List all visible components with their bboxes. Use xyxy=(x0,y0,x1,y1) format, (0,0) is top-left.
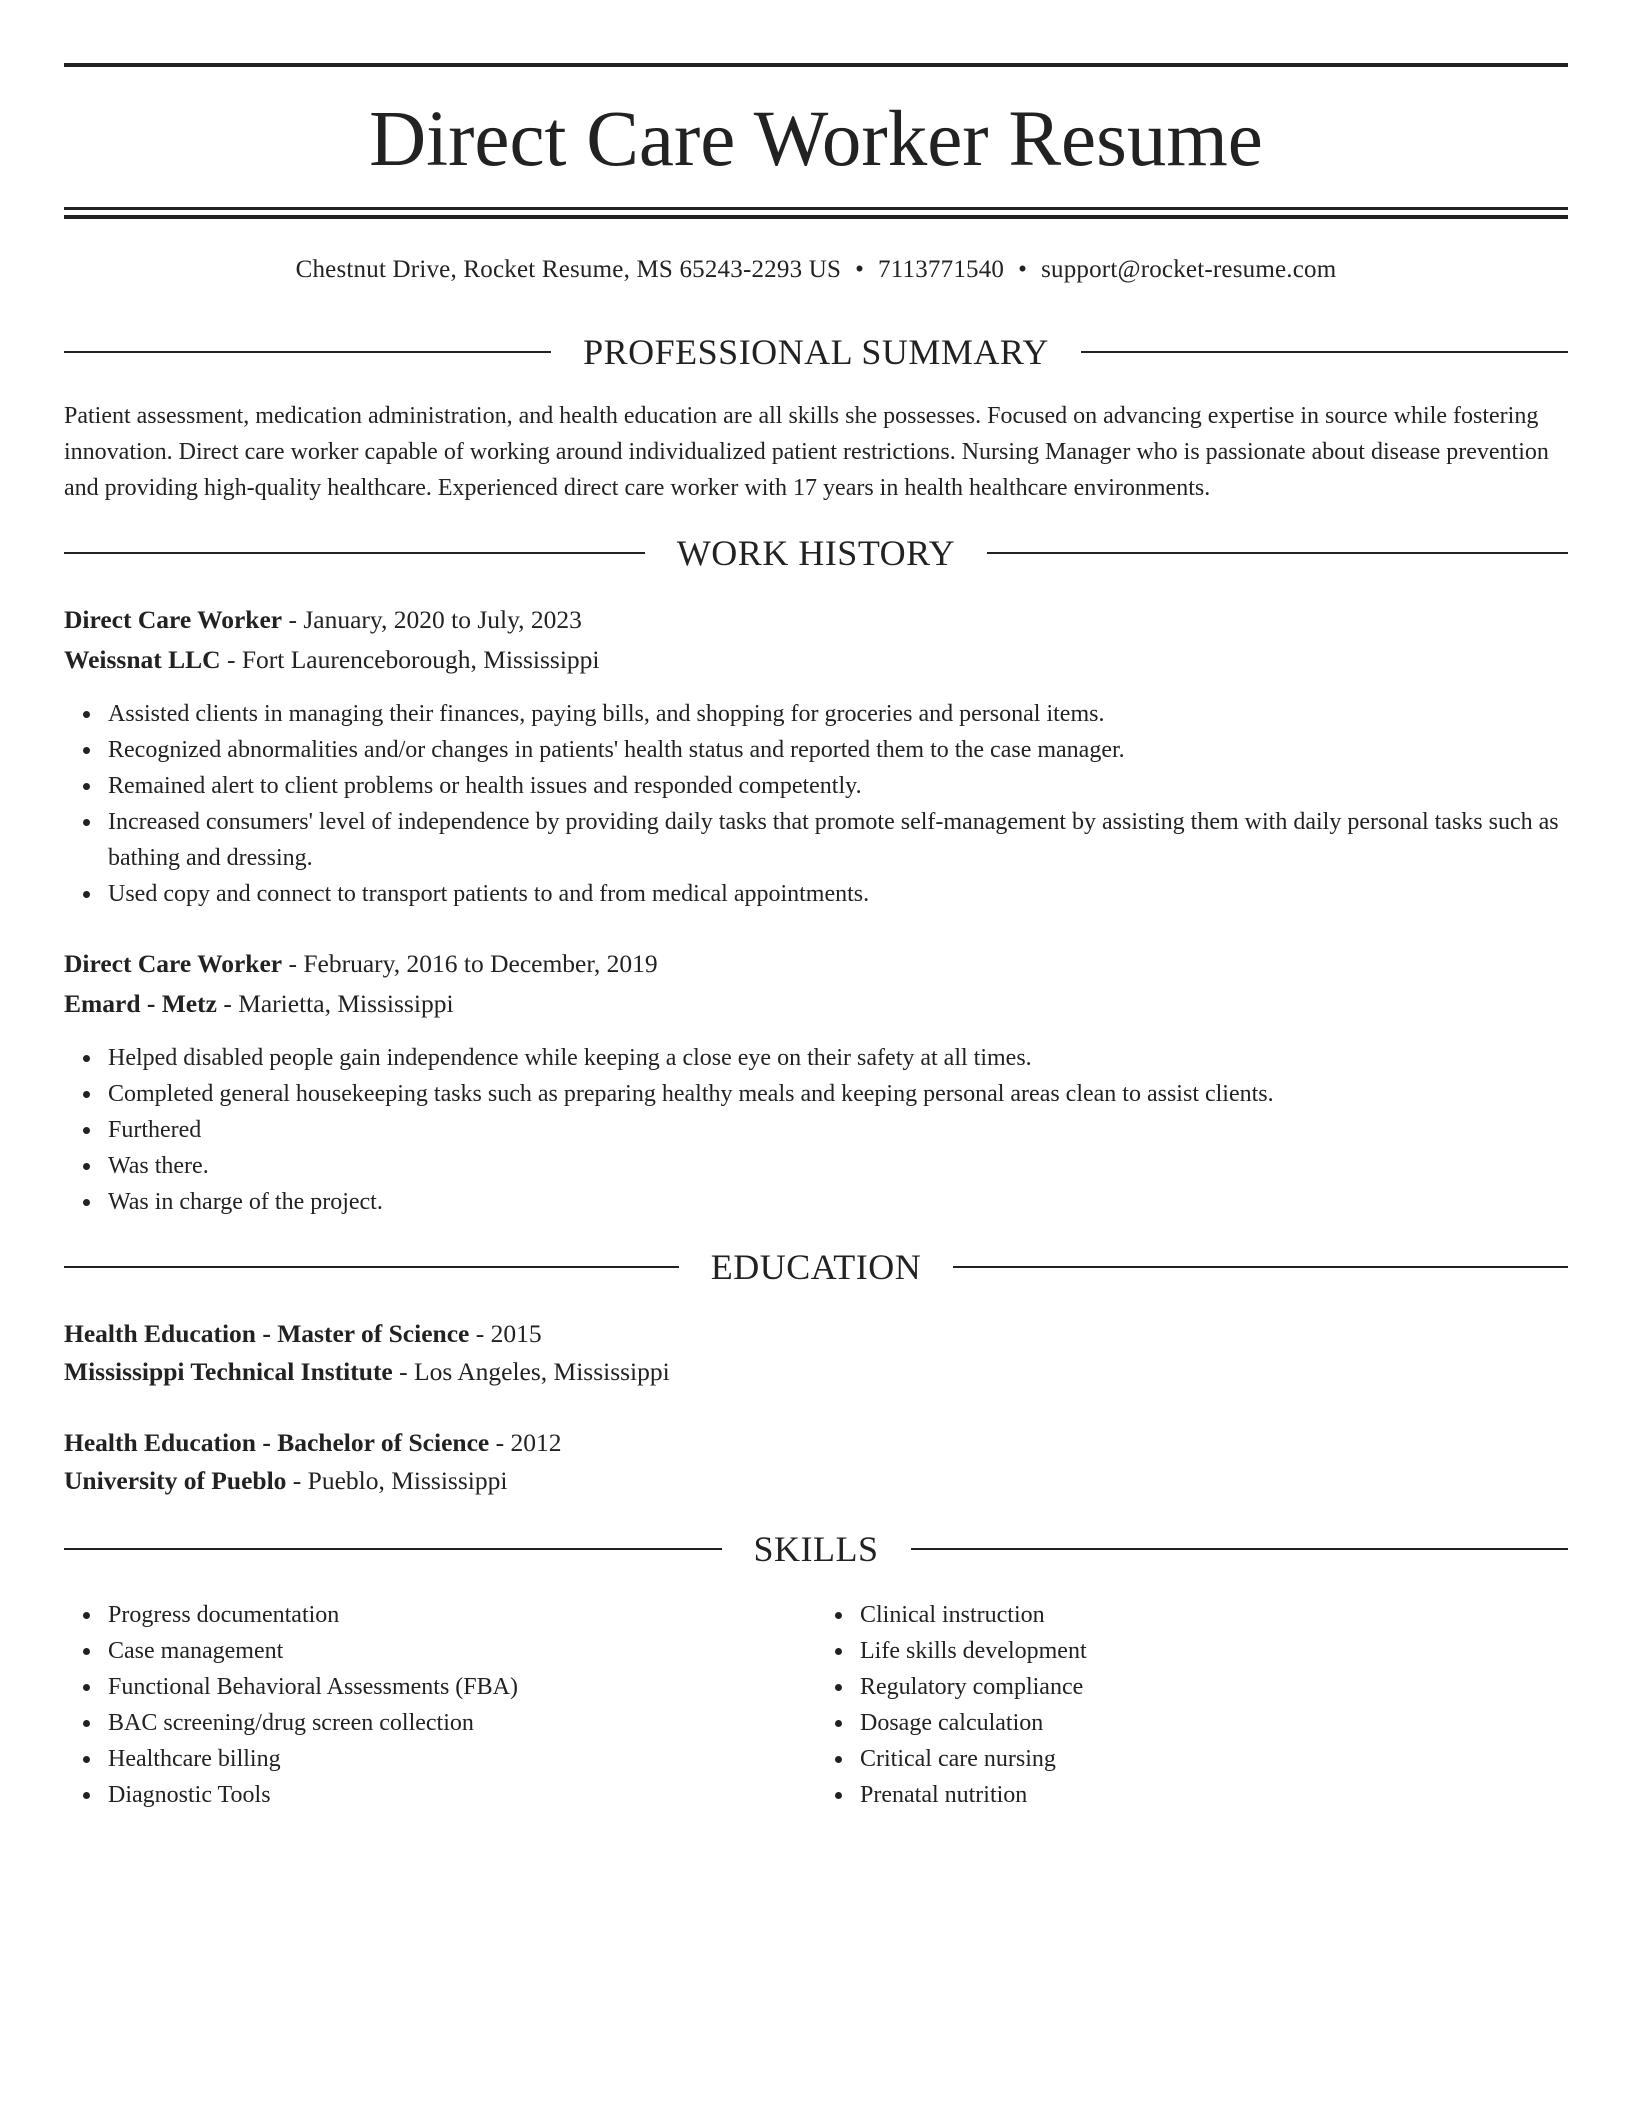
list-item: Remained alert to client problems or health issues and responded competently. xyxy=(108,768,1568,804)
skill-item: Diagnostic Tools xyxy=(108,1777,816,1813)
job-company: Emard - Metz xyxy=(64,989,217,1018)
skill-item: Clinical instruction xyxy=(860,1597,1568,1633)
school-line xyxy=(64,1354,1568,1390)
job-dates: - February, 2016 to December, 2019 xyxy=(282,949,658,978)
school: University of Pueblo xyxy=(64,1466,287,1495)
degree: Health Education - Master of Science xyxy=(64,1319,470,1348)
job-dates: - January, 2020 to July, 2023 xyxy=(282,605,582,634)
heading-rule xyxy=(1081,351,1568,353)
job-title: Direct Care Worker xyxy=(64,949,283,978)
school-location: - Los Angeles, Mississippi xyxy=(392,1357,670,1386)
job-company-line xyxy=(64,642,1568,678)
summary-heading-label: PROFESSIONAL SUMMARY xyxy=(583,332,1049,372)
degree-year: - 2015 xyxy=(469,1319,542,1348)
job-duties-list xyxy=(64,696,1568,912)
skill-item: Prenatal nutrition xyxy=(860,1777,1568,1813)
contact-separator: • xyxy=(855,256,865,283)
skills-list-left xyxy=(64,1597,816,1813)
list-item: Used copy and connect to transport patients to and from medical appointments. xyxy=(108,876,1568,912)
degree: Health Education - Bachelor of Science xyxy=(64,1428,490,1457)
skill-item: Functional Behavioral Assessments (FBA) xyxy=(108,1669,816,1705)
job-company: Weissnat LLC xyxy=(64,645,221,674)
summary-text: Patient assessment, medication administration, and health education are all skills she possesses. Focused on advancing expertise in source while fostering innovation. Direct care worker capable of working around individualized patient restrictions. Nursing Manager who is passionate about disease prevention and providing high-quality healthcare. Experienced direct care worker with 17 years in health healthcare environments. xyxy=(64,403,1549,501)
skill-item: BAC screening/drug screen collection xyxy=(108,1705,816,1741)
job-title-line xyxy=(64,946,1568,982)
skills-columns xyxy=(64,1597,1568,1813)
list-item: Completed general housekeeping tasks such as preparing healthy meals and keeping personal areas clean to assist clients. xyxy=(108,1076,1568,1112)
contact-email: support@rocket-resume.com xyxy=(1041,256,1337,283)
work-history-heading xyxy=(64,531,1568,575)
list-item: Furthered xyxy=(108,1112,1568,1148)
heading-rule xyxy=(64,1266,679,1268)
degree-year: - 2012 xyxy=(489,1428,562,1457)
heading-rule xyxy=(64,552,645,554)
skills-heading-label: SKILLS xyxy=(753,1529,879,1569)
list-item: Recognized abnormalities and/or changes in patients' health status and reported them to the case manager. xyxy=(108,732,1568,768)
list-item: Assisted clients in managing their finances, paying bills, and shopping for groceries and personal items. xyxy=(108,696,1568,732)
job-company-line xyxy=(64,986,1568,1022)
job-title-line xyxy=(64,602,1568,638)
school-line xyxy=(64,1463,1568,1499)
skill-item: Healthcare billing xyxy=(108,1741,816,1777)
summary-heading xyxy=(64,330,1568,374)
list-item: Increased consumers' level of independence by providing daily tasks that promote self-management by assisting them with daily personal tasks such as bathing and dressing. xyxy=(108,804,1568,876)
resume-title: Direct Care Worker Resume xyxy=(369,96,1263,183)
contact-separator: • xyxy=(1018,256,1028,283)
job-location: - Marietta, Mississippi xyxy=(216,989,454,1018)
work-history-heading-label: WORK HISTORY xyxy=(676,533,956,573)
education-heading xyxy=(64,1245,1568,1289)
skill-item: Regulatory compliance xyxy=(860,1669,1568,1705)
job-duties-list xyxy=(64,1040,1568,1220)
skills-list-right xyxy=(816,1597,1568,1813)
heading-rule xyxy=(64,351,551,353)
degree-line xyxy=(64,1425,1568,1461)
skill-item: Dosage calculation xyxy=(860,1705,1568,1741)
school: Mississippi Technical Institute xyxy=(64,1357,393,1386)
skills-heading xyxy=(64,1527,1568,1571)
school-location: - Pueblo, Mississippi xyxy=(286,1466,508,1495)
degree-line xyxy=(64,1316,1568,1352)
skill-item: Life skills development xyxy=(860,1633,1568,1669)
title-rule-lower xyxy=(64,215,1568,219)
skill-item: Progress documentation xyxy=(108,1597,816,1633)
top-rule xyxy=(64,63,1568,67)
heading-rule xyxy=(64,1548,722,1550)
contact-address: Chestnut Drive, Rocket Resume, MS 65243-2293 US xyxy=(295,256,842,283)
education-heading-label: EDUCATION xyxy=(710,1247,922,1287)
contact-line xyxy=(64,254,1568,286)
list-item: Helped disabled people gain independence while keeping a close eye on their safety at all times. xyxy=(108,1040,1568,1076)
job-title: Direct Care Worker xyxy=(64,605,283,634)
list-item: Was there. xyxy=(108,1148,1568,1184)
job-location: - Fort Laurenceborough, Mississippi xyxy=(220,645,600,674)
skill-item: Critical care nursing xyxy=(860,1741,1568,1777)
list-item: Was in charge of the project. xyxy=(108,1184,1568,1220)
heading-rule xyxy=(953,1266,1568,1268)
skill-item: Case management xyxy=(108,1633,816,1669)
heading-rule xyxy=(911,1548,1569,1550)
title-rule-upper xyxy=(64,207,1568,210)
heading-rule xyxy=(987,552,1568,554)
contact-phone: 7113771540 xyxy=(878,256,1005,283)
